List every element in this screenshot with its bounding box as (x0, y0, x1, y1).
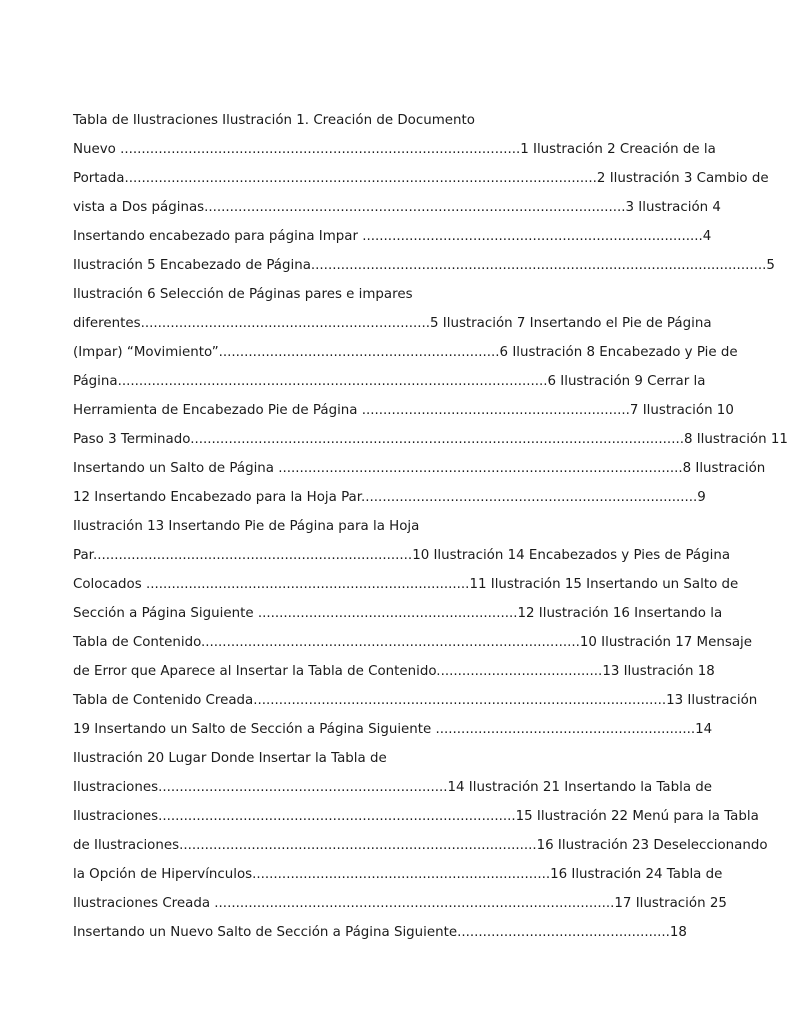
text-line: Ilustraciones....................................................................14 Ilustración 21 Insertando la Tabla de (73, 780, 713, 795)
text-line: Par...........................................................................10 Ilustración 14 Encabezados y Pies de Página (73, 548, 731, 563)
text-line: Portada...............................................................................................................2 Ilustración 3 Cambio de (73, 171, 769, 186)
text-line: 12 Insertando Encabezado para la Hoja Par...............................................................................9 (73, 490, 706, 505)
text-line: Ilustraciones Creada ..............................................................................................17 Ilustración 25 (73, 896, 727, 911)
text-line: Insertando encabezado para página Impar ................................................................................4 (73, 229, 712, 244)
text-line: 19 Insertando un Salto de Sección a Página Siguiente .............................................................14 (73, 722, 713, 737)
text-line: Insertando un Salto de Página ...............................................................................................8 Ilustración (73, 461, 766, 476)
text-line: Ilustración 5 Encabezado de Página...........................................................................................................5 (73, 258, 775, 273)
text-line: la Opción de Hipervínculos......................................................................16 Ilustración 24 Tabla de (73, 867, 723, 882)
text-line: Nuevo ..............................................................................................1 Ilustración 2 Creación de la (73, 142, 716, 157)
text-line: Colocados ............................................................................11 Ilustración 15 Insertando un Salto de (73, 577, 739, 592)
text-line: Tabla de Contenido.........................................................................................10 Ilustración 17 Mensaje (73, 635, 752, 650)
text-line: (Impar) “Movimiento”..................................................................6 Ilustración 8 Encabezado y Pie de (73, 345, 738, 360)
text-line: Tabla de Contenido Creada.................................................................................................13 Ilustración (73, 693, 758, 708)
text-line: Ilustración 6 Selección de Páginas pares e impares (73, 287, 413, 302)
text-line: Tabla de Ilustraciones Ilustración 1. Creación de Documento (73, 113, 475, 128)
text-line: Ilustraciones....................................................................................15 Ilustración 22 Menú para la Tabla (73, 809, 759, 824)
text-line: de Ilustraciones....................................................................................16 Ilustración 23 Deseleccionando (73, 838, 768, 853)
text-line: Paso 3 Terminado....................................................................................................................8 Ilustración 11 (73, 432, 788, 447)
text-line: diferentes....................................................................5 Ilustración 7 Insertando el Pie de Página (73, 316, 712, 331)
text-line: Insertando un Nuevo Salto de Sección a Página Siguiente..................................................18 (73, 925, 687, 940)
text-line: vista a Dos páginas...................................................................................................3 Ilustración 4 (73, 200, 721, 215)
text-line: Ilustración 20 Lugar Donde Insertar la Tabla de (73, 751, 387, 766)
text-line: de Error que Aparece al Insertar la Tabla de Contenido.......................................13 Ilustración 18 (73, 664, 715, 679)
table-of-illustrations-text (73, 106, 788, 947)
text-line: Página.....................................................................................................6 Ilustración 9 Cerrar la (73, 374, 706, 389)
text-line: Sección a Página Siguiente .............................................................12 Ilustración 16 Insertando la (73, 606, 723, 621)
text-line: Herramienta de Encabezado Pie de Página ...............................................................7 Ilustración 10 (73, 403, 734, 418)
text-line: Ilustración 13 Insertando Pie de Página para la Hoja (73, 519, 420, 534)
